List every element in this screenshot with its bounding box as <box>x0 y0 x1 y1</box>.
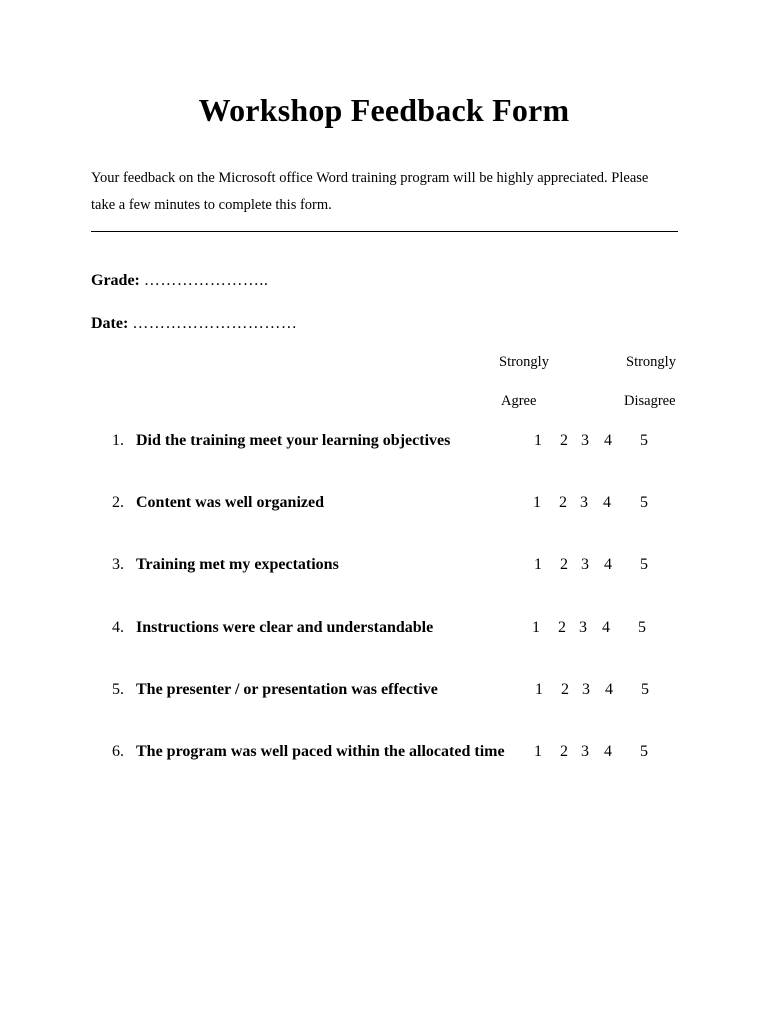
question-number: 1. <box>112 432 124 449</box>
grade-field[interactable] <box>91 272 268 290</box>
date-field[interactable] <box>91 315 297 333</box>
question-number: 3. <box>112 556 124 573</box>
question-text: Did the training meet your learning objectives <box>136 432 451 449</box>
rating-option-2[interactable]: 2 <box>560 432 568 449</box>
rating-option-3[interactable]: 3 <box>581 743 589 760</box>
rating-option-4[interactable]: 4 <box>605 681 613 698</box>
rating-option-2[interactable]: 2 <box>559 494 567 511</box>
rating-option-3[interactable]: 3 <box>580 494 588 511</box>
rating-option-1[interactable]: 1 <box>534 556 542 573</box>
date-blank[interactable]: ………………………… <box>132 315 298 332</box>
date-label: Date: <box>91 315 129 332</box>
rating-option-5[interactable]: 5 <box>640 432 648 449</box>
rating-option-3[interactable]: 3 <box>579 619 587 636</box>
rating-option-4[interactable]: 4 <box>604 556 612 573</box>
rating-option-1[interactable]: 1 <box>534 743 542 760</box>
rating-option-4[interactable]: 4 <box>604 432 612 449</box>
question-text: Instructions were clear and understandable <box>136 619 434 636</box>
rating-option-3[interactable]: 3 <box>582 681 590 698</box>
form-title: Workshop Feedback Form <box>198 92 570 128</box>
grade-blank[interactable]: ………………….. <box>143 272 269 289</box>
question-number: 6. <box>112 743 124 760</box>
rating-option-4[interactable]: 4 <box>602 619 610 636</box>
scale-left-bottom: Agree <box>501 393 537 409</box>
rating-option-2[interactable]: 2 <box>558 619 566 636</box>
rating-option-5[interactable]: 5 <box>640 556 648 573</box>
scale-right-bottom: Disagree <box>624 393 676 409</box>
rating-option-1[interactable]: 1 <box>535 681 543 698</box>
intro-paragraph <box>91 165 691 219</box>
question-text: Content was well organized <box>136 494 324 511</box>
rating-option-2[interactable]: 2 <box>560 743 568 760</box>
divider-line <box>91 231 678 232</box>
question-number: 2. <box>112 494 124 511</box>
question-text: The program was well paced within the allocated time <box>136 743 505 760</box>
rating-option-1[interactable]: 1 <box>534 432 542 449</box>
scale-right-top: Strongly <box>626 354 676 370</box>
question-number: 5. <box>112 681 124 698</box>
intro-line-2: take a few minutes to complete this form. <box>91 197 332 213</box>
rating-option-5[interactable]: 5 <box>640 494 648 511</box>
rating-option-3[interactable]: 3 <box>581 432 589 449</box>
scale-left-top: Strongly <box>499 354 549 370</box>
rating-option-1[interactable]: 1 <box>532 619 540 636</box>
rating-option-4[interactable]: 4 <box>603 494 611 511</box>
rating-option-5[interactable]: 5 <box>641 681 649 698</box>
rating-option-1[interactable]: 1 <box>533 494 541 511</box>
question-text: Training met my expectations <box>136 556 339 573</box>
rating-option-5[interactable]: 5 <box>640 743 648 760</box>
rating-option-2[interactable]: 2 <box>561 681 569 698</box>
question-number: 4. <box>112 619 124 636</box>
question-text: The presenter / or presentation was effective <box>136 681 438 698</box>
rating-option-3[interactable]: 3 <box>581 556 589 573</box>
intro-line-1: Your feedback on the Microsoft office Word training program will be highly appreciated. Please <box>91 170 649 186</box>
rating-option-4[interactable]: 4 <box>604 743 612 760</box>
rating-option-2[interactable]: 2 <box>560 556 568 573</box>
grade-label: Grade: <box>91 272 140 289</box>
rating-option-5[interactable]: 5 <box>638 619 646 636</box>
